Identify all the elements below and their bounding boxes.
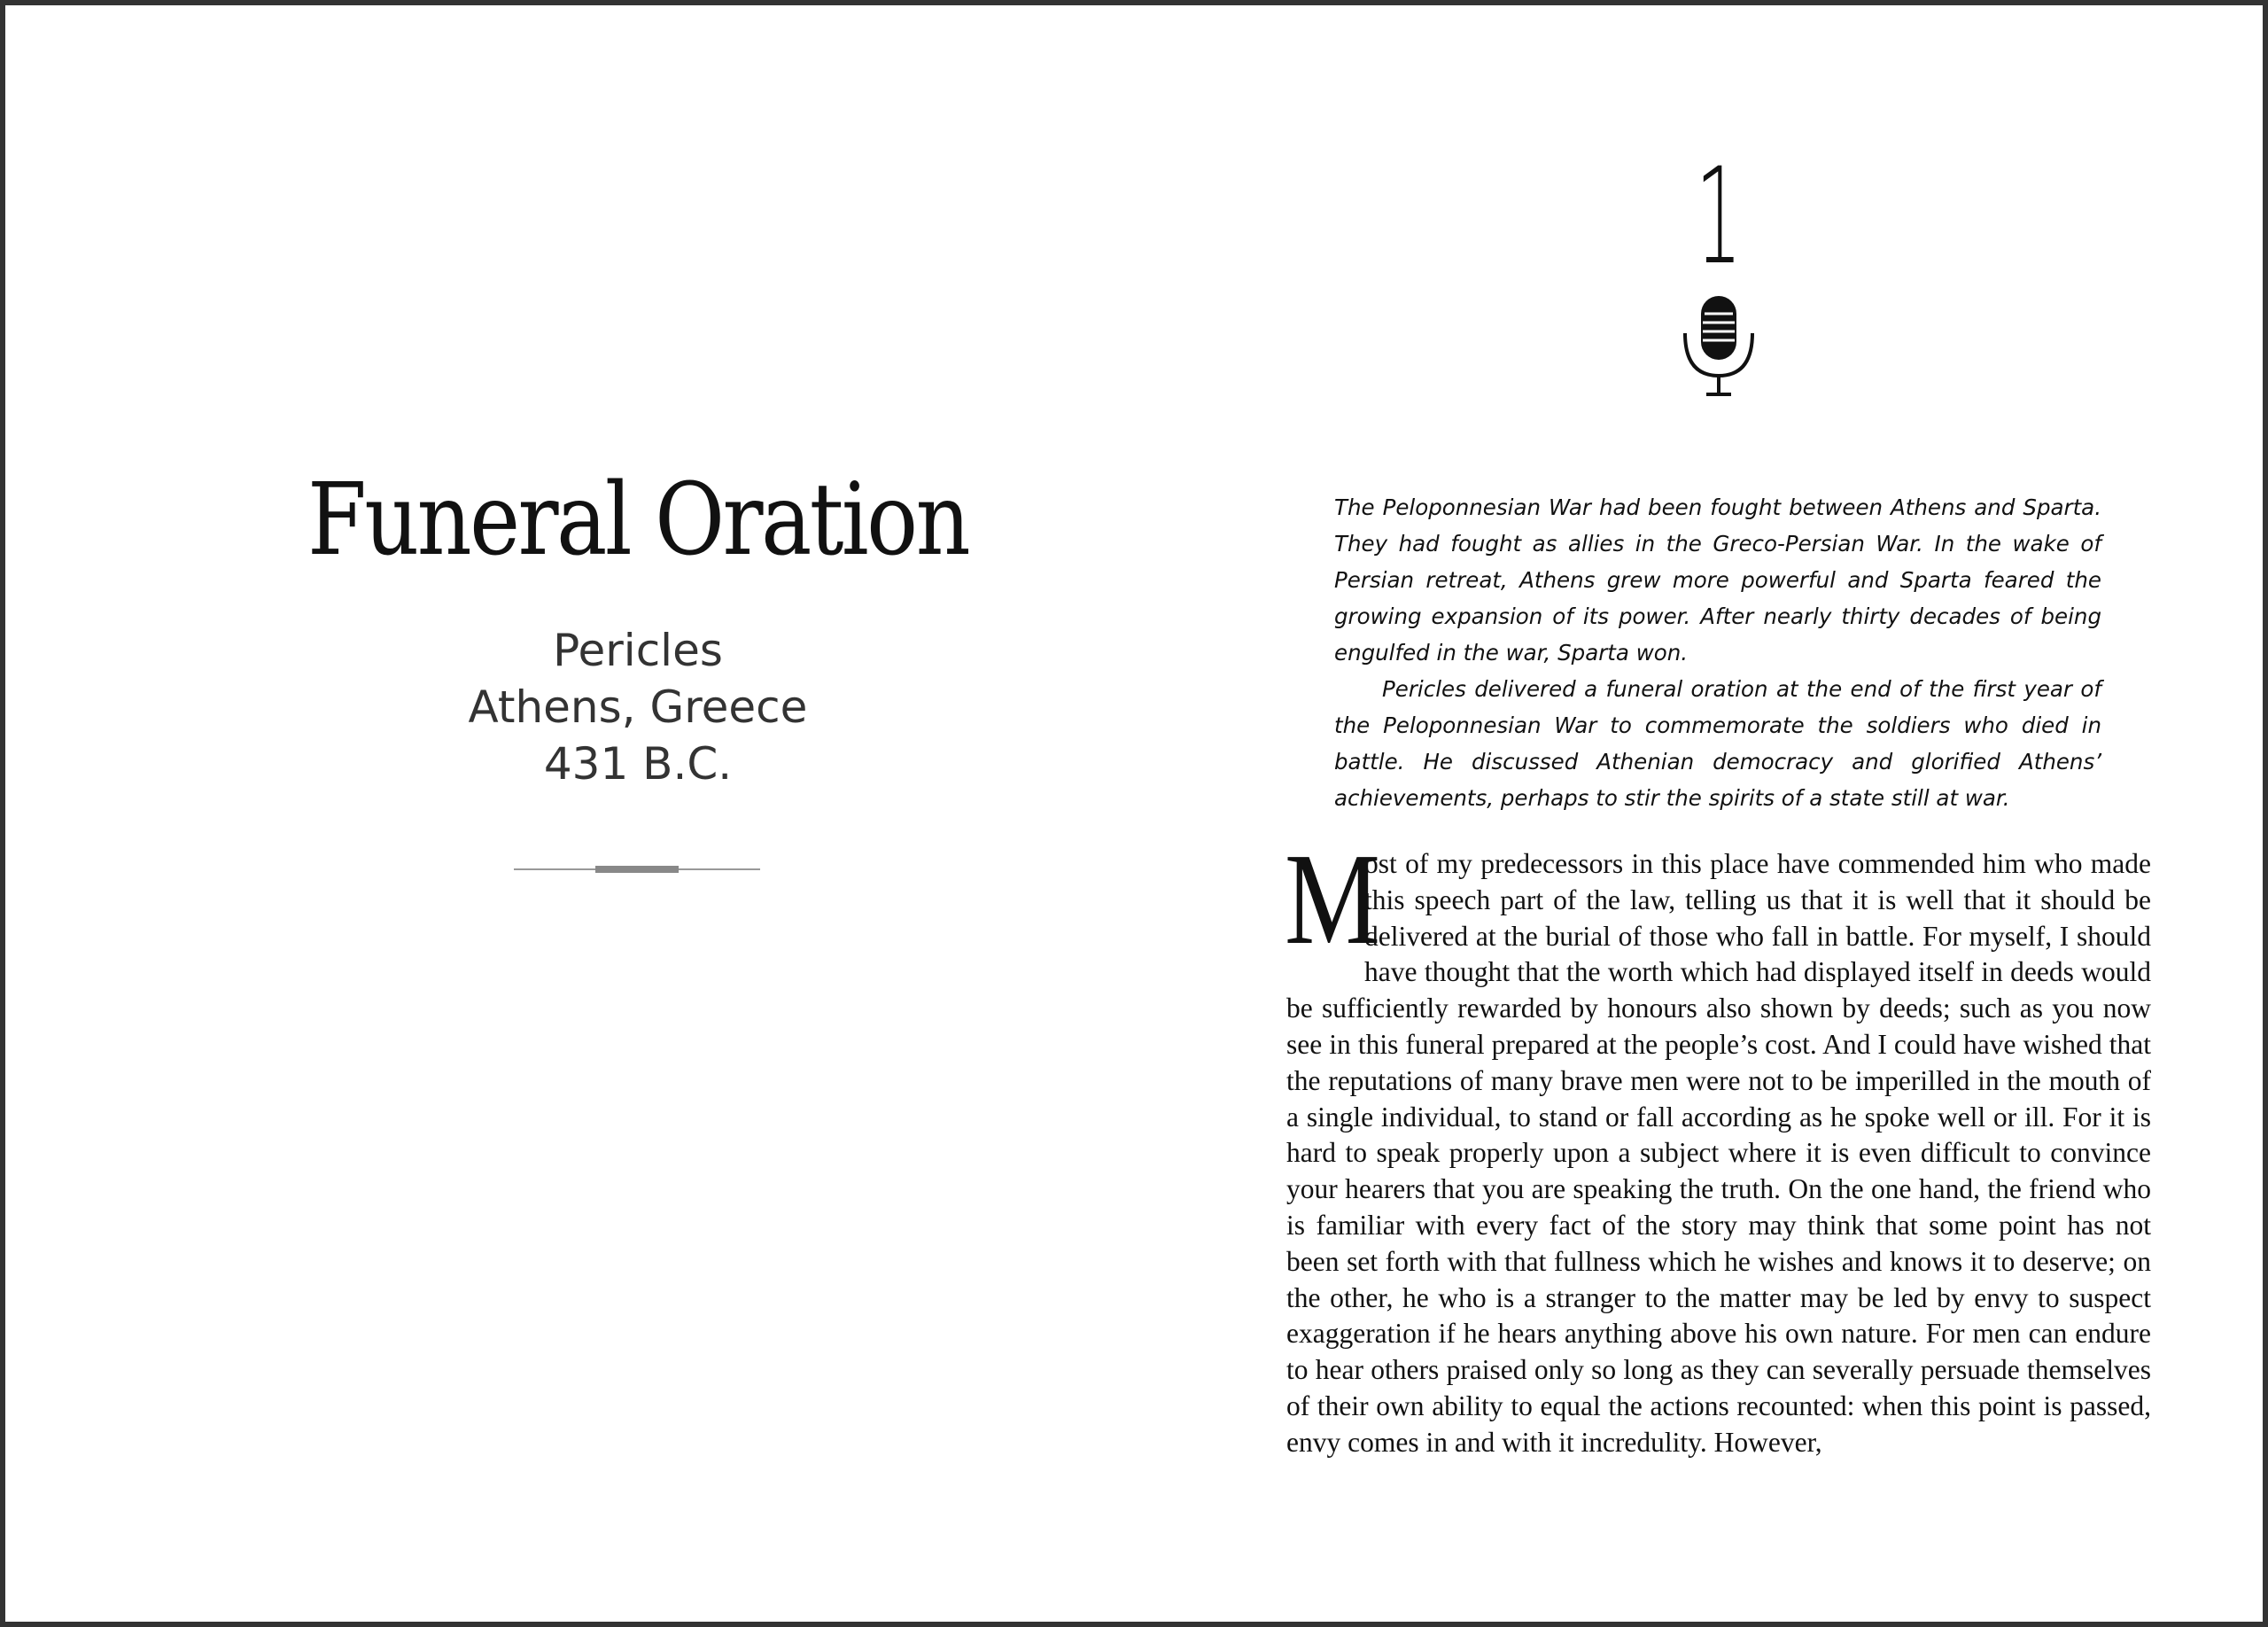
author-name: Pericles: [553, 625, 723, 676]
drop-cap: M: [1285, 827, 1380, 972]
intro-paragraph: The Peloponnesian War had been fought between Athens and Sparta. They had fought as allies in the Greco-Persian War. In the wake of Persian retreat, Athens grew more powerful and Sparta feared the growing expansion of its power. After nearly thirty decades of being engulfed in the war, Sparta won.: [1334, 494, 2101, 666]
microphone-icon: [1678, 292, 1759, 399]
speech-text: ost of my predecessors in this place have commended him who made this speech part of the law, telling us that it is well that it should be delivered at the burial of those who fall in battle. For myself, I should have thought that the worth which had displayed itself in deeds would be sufficiently rewarded by honours also shown by deeds; such as you now see in this funeral prepared at the people’s cost. And I could have wished that the reputations of many brave men were not to be imperilled in the mouth of a single individual, to stand or fall according as he spoke well or ill. For it is hard to speak properly upon a subject where it is even difficult to convince your hearers that you are speaking the truth. On the one hand, the friend who is familiar with every fact of the story may think that some point has not been set forth with that fullness which he wishes and knows it to deserve; on the other, he who is a stranger to the matter may be led by envy to suspect exaggeration if he hears anything above his own nature. For men can endure to hear others praised only so long as they can severally persuade themselves of their own ability to equal the actions recounted: when this point is passed, envy comes in and with it incredulity. However,: [1286, 848, 2151, 1458]
chapter-title: Funeral Oration: [307, 463, 969, 578]
divider-ornament: [514, 865, 760, 874]
chapter-introduction: [1334, 489, 2101, 816]
intro-paragraph: Pericles delivered a funeral oration at the end of the first year of the Peloponnesian War to commemorate the soldiers who died in battle. He discussed Athenian democracy and glorified Athens’ achievements, perhaps to stir the spirits of a state still at war.: [1334, 676, 2101, 811]
chapter-number: 1: [1695, 140, 1743, 294]
speech-date: 431 B.C.: [543, 738, 733, 790]
speech-place: Athens, Greece: [468, 681, 808, 733]
byline: [0, 622, 1276, 792]
speech-body: [1285, 827, 2151, 1461]
speech-paragraph: [1285, 827, 2151, 1461]
